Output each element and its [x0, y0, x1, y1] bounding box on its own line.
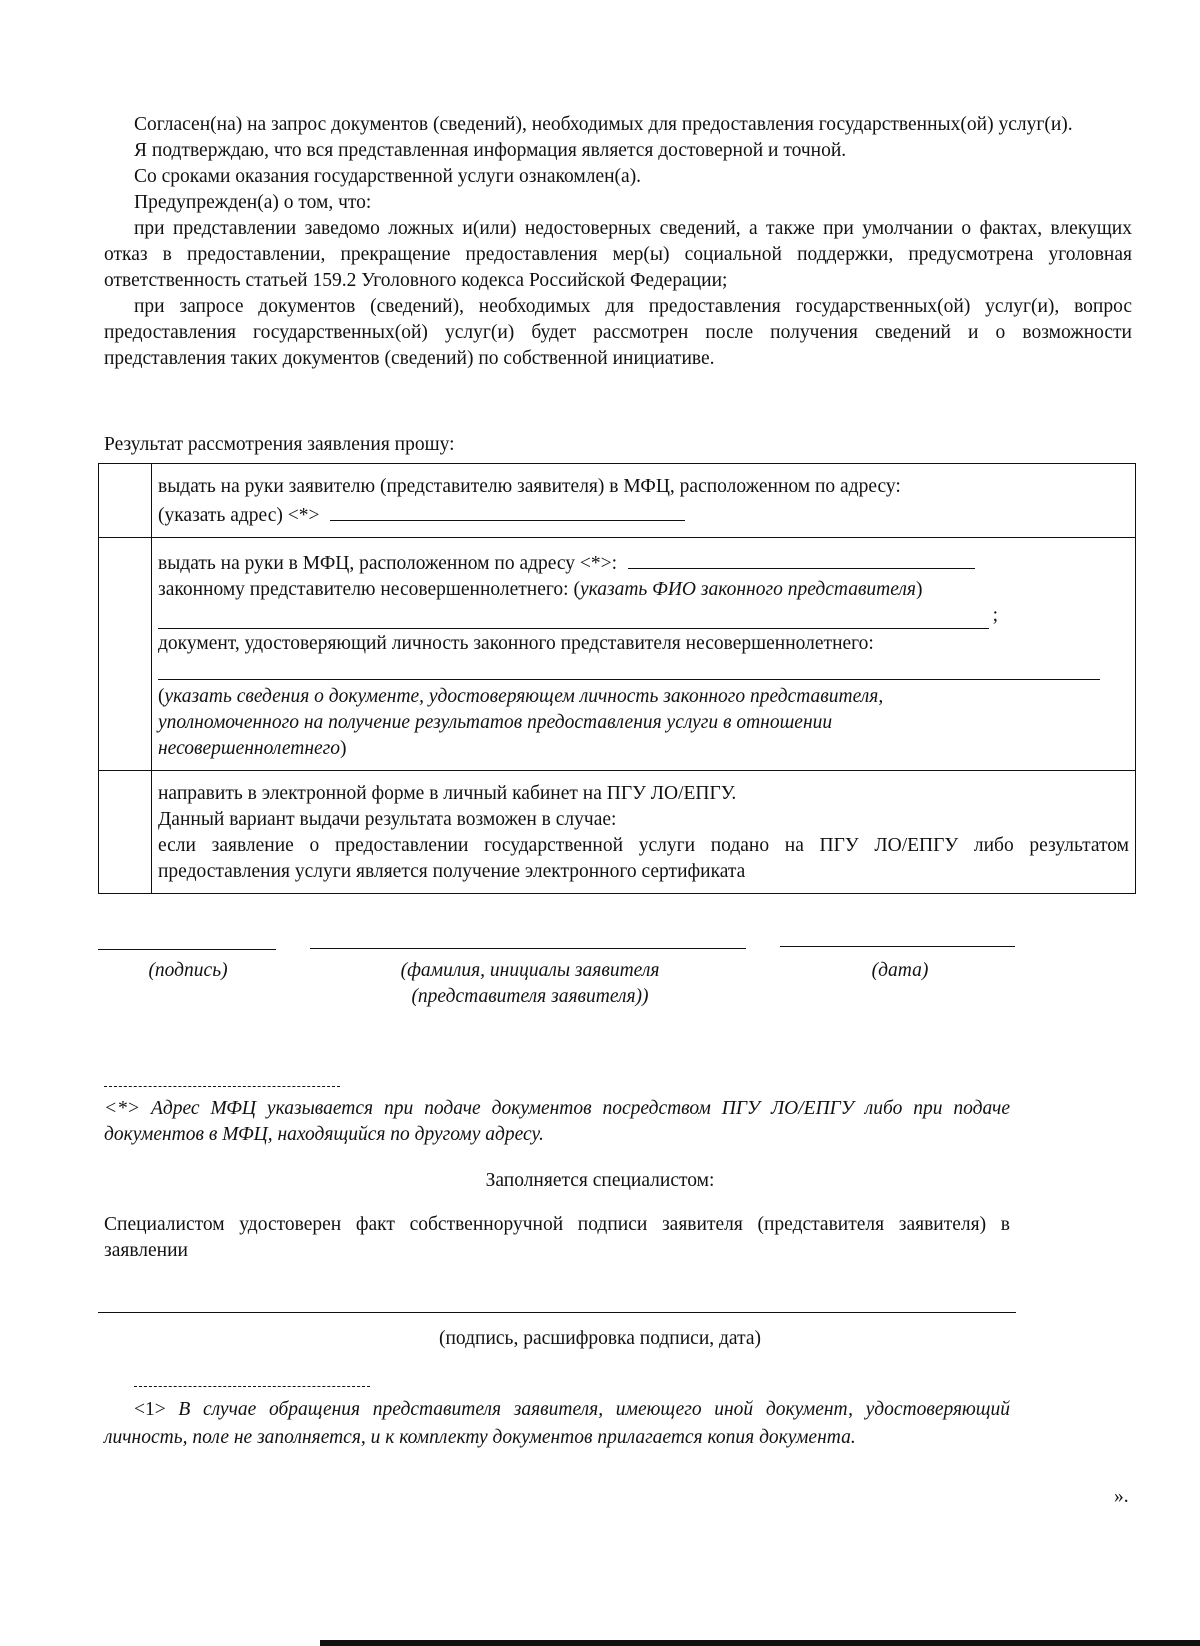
option-text-cell: [152, 771, 1136, 894]
date-caption: (дата): [871, 960, 929, 981]
applicant-name-line[interactable]: [310, 948, 746, 949]
guardian-address-input-line[interactable]: [628, 548, 975, 569]
scan-edge-bar: [320, 1640, 1200, 1646]
option-row-mfc-guardian: [99, 538, 1136, 771]
address-prompt: (указать адрес) <*>: [158, 505, 320, 526]
specialist-heading: Заполняется специалистом:: [485, 1170, 715, 1191]
deadlines-acknowledgement: Со сроками оказания государственной услуги ознакомлен(а).: [134, 166, 642, 187]
guardian-name-row: ;: [158, 603, 998, 629]
option-mfc-guardian-label: выдать на руки в МФЦ, расположенном по адресу <*>:: [158, 553, 618, 574]
option-text-cell: [152, 464, 1136, 538]
footnote-separator: [134, 1386, 370, 1387]
option-checkbox-mfc-applicant[interactable]: [99, 464, 152, 538]
consent-block: [104, 112, 1132, 372]
option-mfc-guardian-address-row: [158, 548, 1129, 577]
option-electronic-label: направить в электронной форме в личный кабинет на ПГУ ЛО/ЕПГУ.: [158, 783, 737, 804]
date-line[interactable]: [780, 946, 1015, 947]
document-request-paragraph: при запросе документов (сведений), необходимых для предоставления государственных(ой) услуг(и), вопрос предоставления государственных(ой) услуг(и) будет рассмотрен после получения сведений и о возможности представления таких документов (сведений) по собственной инициативе.: [104, 296, 1132, 369]
specialist-signature-caption: (подпись, расшифровка подписи, дата): [438, 1328, 761, 1349]
option-row-electronic: [99, 771, 1136, 894]
footnote-mfc-address: <*> Адрес МФЦ указывается при подаче документов посредством ПГУ ЛО/ЕПГУ либо при подаче документов в МФЦ, находящийся по другому адресу.: [104, 1098, 1010, 1145]
footnote-marker: <1>: [134, 1399, 166, 1420]
specialist-signature-line[interactable]: [98, 1312, 1016, 1313]
option-mfc-address-row: [158, 500, 1129, 529]
result-heading: Результат рассмотрения заявления прошу:: [104, 434, 455, 455]
signature-caption: (подпись): [148, 960, 228, 981]
footnote-separator: [104, 1086, 340, 1087]
delivery-options-table: [98, 463, 1136, 894]
guardian-id-document-input-line[interactable]: [158, 657, 1100, 680]
option-row-mfc-applicant: [99, 464, 1136, 538]
applicant-name-caption: (фамилия, инициалы заявителя (представителя заявителя)): [400, 960, 660, 1007]
signature-line[interactable]: [98, 949, 276, 950]
option-checkbox-mfc-guardian[interactable]: [99, 538, 152, 771]
guardian-name-input-line[interactable]: [158, 608, 989, 629]
guardian-id-document-note: (указать сведения о документе, удостоверяющем личность законного представителя, уполномоченного на получение результатов предоставления услуги в отношении несовершеннолетнего): [158, 686, 884, 759]
guardian-id-document-label: документ, удостоверяющий личность законного представителя несовершеннолетнего:: [158, 633, 874, 654]
address-input-line[interactable]: [330, 500, 685, 521]
warning-intro: Предупрежден(а) о том, что:: [134, 192, 372, 213]
guardian-name-prompt: законному представителю несовершеннолетнего: (указать ФИО законного представителя): [158, 579, 923, 600]
option-electronic-condition: Данный вариант выдачи результата возможен в случае:: [158, 809, 617, 830]
option-electronic-condition-detail: если заявление о предоставлении государственной услуги подано на ПГУ ЛО/ЕПГУ либо результатом предоставления услуги является получение электронного сертификата: [158, 835, 1129, 882]
footnote-representative-document: <1> В случае обращения представителя заявителя, имеющего иной документ, удостоверяющий личность, поле не заполняется, и к комплекту документов прилагается копия документа.: [104, 1399, 1010, 1448]
option-mfc-applicant-label: выдать на руки заявителю (представителю заявителя) в МФЦ, расположенном по адресу:: [158, 476, 901, 497]
closing-quote: ».: [1114, 1486, 1129, 1507]
consent-request-paragraph: Согласен(на) на запрос документов (сведений), необходимых для предоставления государственных(ой) услуг(и).: [134, 114, 1073, 135]
option-checkbox-electronic[interactable]: [99, 771, 152, 894]
accuracy-confirmation: Я подтверждаю, что вся представленная информация является достоверной и точной.: [134, 140, 847, 161]
option-text-cell: [152, 538, 1136, 771]
criminal-liability-paragraph: при представлении заведомо ложных и(или) недостоверных сведений, а также при умолчании о фактах, влекущих отказ в предоставлении, прекращение предоставления мер(ы) социальной поддержки, предусмотрена уголовная ответственность статьей 159.2 Уголовного кодекса Российской Федерации;: [104, 218, 1132, 291]
specialist-statement: Специалистом удостоверен факт собственноручной подписи заявителя (представителя заявителя) в заявлении: [104, 1214, 1010, 1261]
